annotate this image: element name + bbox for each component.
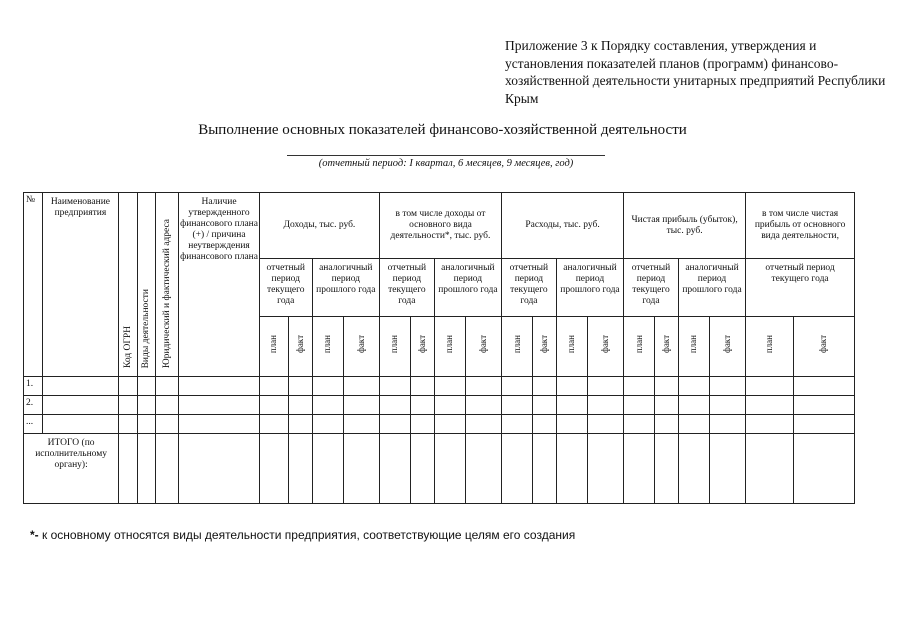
header-ogrn: Код ОГРН: [119, 193, 138, 377]
indicators-table: [23, 192, 855, 504]
plan-cell: план: [624, 317, 655, 377]
sub-profit-main-current: отчетный период текущего года: [746, 259, 855, 317]
header-address: Юридический и фактический адреса: [156, 193, 179, 377]
fact-cell: факт: [587, 317, 623, 377]
row-number: 2.: [24, 396, 43, 415]
header-name: Наименование предприятия: [42, 193, 119, 377]
sub-income-main-prev: аналогичный период прошлого года: [434, 259, 501, 317]
header-profit-main: в том числе чистая прибыль от основного вида деятельности,: [746, 193, 855, 259]
sub-income-main-current: отчетный период текущего года: [379, 259, 434, 317]
fact-cell: факт: [410, 317, 434, 377]
plan-cell: план: [556, 317, 587, 377]
sub-expense-prev: аналогичный период прошлого года: [556, 259, 623, 317]
row-number: ...: [24, 415, 43, 434]
header-financial-plan: Наличие утвержденного финансового плана (+) / причина неутверждения финансового плана: [179, 193, 260, 377]
total-label: ИТОГО (по исполнительному органу):: [24, 434, 119, 504]
header-expense: Расходы, тыс. руб.: [502, 193, 624, 259]
sub-income-prev: аналогичный период прошлого года: [312, 259, 379, 317]
fact-cell: факт: [655, 317, 679, 377]
appendix-note: Приложение 3 к Порядку составления, утверждения и установления показателей планов (программ) финансово-хозяйственной деятельности унитарных предприятий Республики Крым: [505, 38, 886, 106]
header-income: Доходы, тыс. руб.: [259, 193, 379, 259]
table-row: [24, 396, 855, 415]
plan-cell: план: [312, 317, 343, 377]
plan-cell: план: [678, 317, 709, 377]
fact-cell: факт: [793, 317, 854, 377]
fact-cell: факт: [709, 317, 745, 377]
table-row: [24, 415, 855, 434]
sub-income-current: отчетный период текущего года: [259, 259, 312, 317]
fact-cell: факт: [533, 317, 557, 377]
period-caption: (отчетный период: I квартал, 6 месяцев, 9 месяцев, год): [318, 158, 574, 169]
sub-profit-prev: аналогичный период прошлого года: [678, 259, 745, 317]
sub-expense-current: отчетный период текущего года: [502, 259, 557, 317]
fact-cell: факт: [343, 317, 379, 377]
fact-cell: факт: [465, 317, 501, 377]
header-profit: Чистая прибыль (убыток), тыс. руб.: [624, 193, 746, 259]
plan-cell: план: [259, 317, 288, 377]
plan-cell: план: [434, 317, 465, 377]
plan-cell: план: [379, 317, 410, 377]
plan-cell: план: [502, 317, 533, 377]
header-income-main: в том числе доходы от основного вида деятельности*, тыс. руб.: [379, 193, 501, 259]
total-row: [24, 434, 855, 504]
header-activity: Виды деятельности: [137, 193, 156, 377]
plan-cell: план: [746, 317, 794, 377]
document-title: Выполнение основных показателей финансово-хозяйственной деятельности: [198, 122, 687, 138]
row-number: 1.: [24, 377, 43, 396]
header-num: №: [24, 193, 43, 377]
footnote: *- к основному относятся виды деятельности предприятия, соответствующие целям его создания: [30, 528, 576, 542]
period-underline: [287, 155, 605, 156]
fact-cell: факт: [288, 317, 312, 377]
sub-profit-current: отчетный период текущего года: [624, 259, 679, 317]
table-row: [24, 377, 855, 396]
